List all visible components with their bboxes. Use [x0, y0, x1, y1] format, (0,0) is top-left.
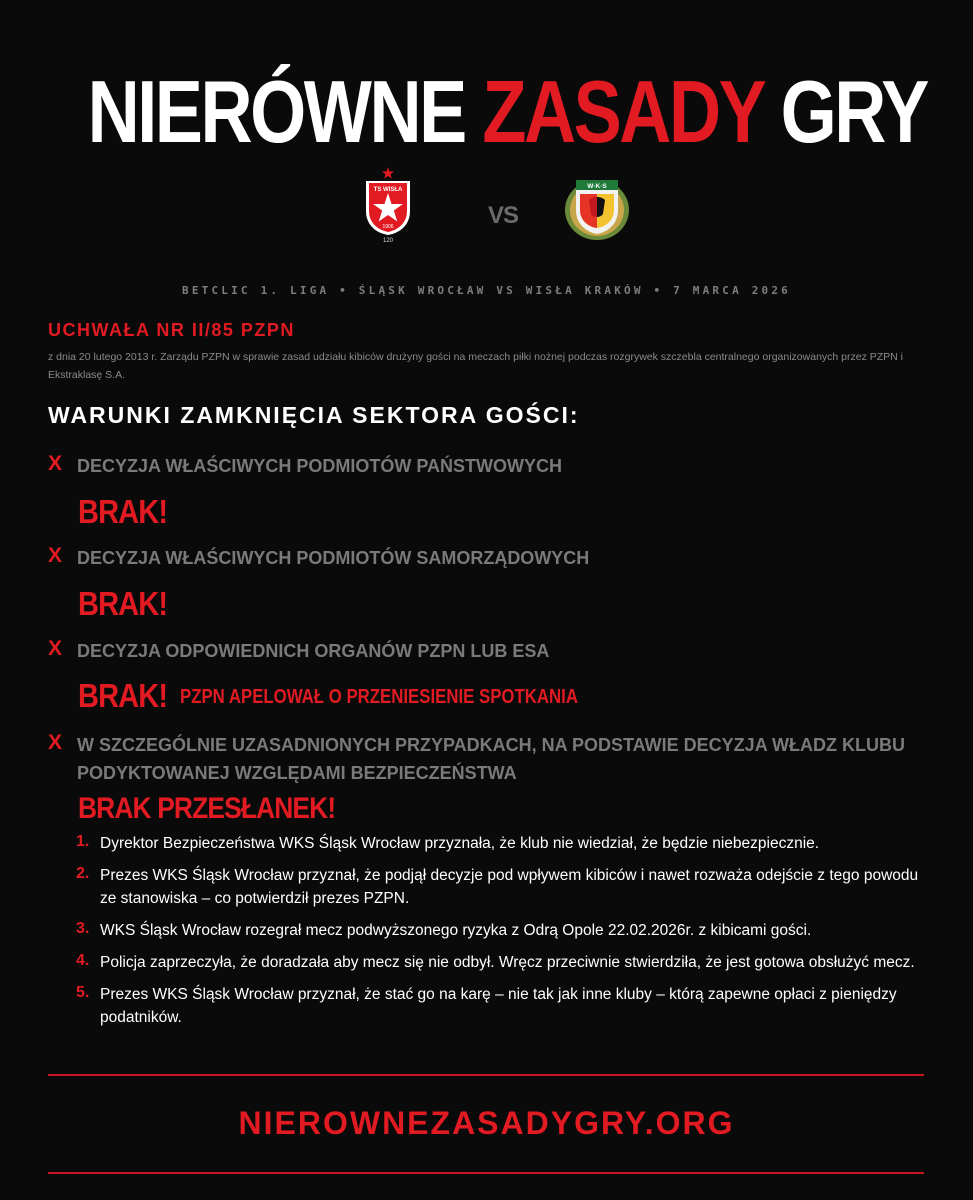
- list-number: 4.: [76, 952, 90, 969]
- x-mark-icon: X: [48, 544, 63, 567]
- condition-text: DECYZJA WŁAŚCIWYCH PODMIOTÓW SAMORZĄDOWYCH: [77, 548, 590, 568]
- title-word-3: GRY: [780, 62, 927, 161]
- list-number: 2.: [76, 865, 90, 882]
- condition-verdict: BRAK!: [78, 677, 168, 714]
- list-number: 3.: [76, 920, 90, 937]
- page-title: [87, 62, 927, 162]
- list-number: 1.: [76, 833, 90, 850]
- wisla-crest-text: TS WISŁA: [373, 187, 403, 193]
- conditions-heading: WARUNKI ZAMKNIĘCIA SEKTORA GOŚCI:: [48, 402, 580, 428]
- versus-label: VS: [488, 202, 519, 229]
- title-word-2: ZASADY: [482, 62, 763, 161]
- match-info: BETCLIC 1. LIGA • ŚLĄSK WROCŁAW VS WISŁA KRAKÓW • 7 MARCA 2026: [182, 284, 791, 297]
- resolution-description: z dnia 20 lutego 2013 r. Zarządu PZPN w sprawie zasad udziału kibiców drużyny gości na meczach piłki nożnej podczas rozgrywek szczebla centralnego organizowanych przez PZPN i Ekstraklasę S.A.: [48, 351, 904, 381]
- divider-top: [48, 1074, 924, 1076]
- club-crests: [0, 165, 973, 245]
- condition-text: DECYZJA WŁAŚCIWYCH PODMIOTÓW PAŃSTWOWYCH: [77, 456, 562, 476]
- resolution-title: UCHWAŁA NR II/85 PZPN: [48, 320, 295, 340]
- website-link[interactable]: NIEROWNEZASADYGRY.ORG: [238, 1105, 735, 1141]
- list-text: Dyrektor Bezpieczeństwa WKS Śląsk Wrocław przyznała, że klub nie wiedział, że będzie niebezpiecznie.: [100, 835, 820, 852]
- slask-crest-text: W·K·S: [587, 183, 607, 190]
- list-text: Prezes WKS Śląsk Wrocław przyznał, że podjął decyzje pod wpływem kibiców i nawet rozważa odejście z tego powodu ze stanowiska – co potwierdził prezes PZPN.: [100, 867, 919, 907]
- list-text: WKS Śląsk Wrocław rozegrał mecz podwyższonego ryzyka z Odrą Opole 22.02.2026r. z kibicami gości.: [100, 922, 812, 939]
- x-mark-icon: X: [48, 637, 63, 660]
- list-item: [76, 864, 926, 910]
- x-mark-icon: X: [48, 731, 63, 754]
- wisla-crest-year: 1906: [382, 224, 394, 230]
- condition-verdict: BRAK!: [78, 585, 168, 622]
- list-item: [76, 832, 926, 855]
- title-word-1: NIERÓWNE: [87, 62, 465, 161]
- slask-crest-icon: [562, 170, 632, 242]
- wisla-crest-icon: [362, 165, 414, 245]
- condition-note: PZPN APELOWAŁ O PRZENIESIENIE SPOTKANIA: [180, 686, 578, 708]
- list-text: Prezes WKS Śląsk Wrocław przyznał, że stać go na karę – nie tak jak inne kluby – którą zapewne opłaci z pieniędzy podatników.: [100, 986, 897, 1026]
- x-mark-icon: X: [48, 452, 63, 475]
- list-text: Policja zaprzeczyła, że doradzała aby mecz się nie odbył. Wręcz przeciwnie stwierdziła, że jest gotowa obsłużyć mecz.: [100, 954, 915, 971]
- divider-bottom: [48, 1172, 924, 1174]
- list-item: [76, 983, 926, 1029]
- condition-verdict: BRAK PRZESŁANEK!: [78, 792, 336, 825]
- condition-verdict: BRAK!: [78, 493, 168, 530]
- reasons-list: [76, 832, 926, 1038]
- list-item: [76, 951, 926, 974]
- wisla-crest-anniversary: 120: [382, 238, 394, 244]
- condition-text: DECYZJA ODPOWIEDNICH ORGANÓW PZPN LUB ESA: [77, 641, 550, 661]
- list-number: 5.: [76, 984, 90, 1001]
- list-item: [76, 919, 926, 942]
- condition-text: W SZCZEGÓLNIE UZASADNIONYCH PRZYPADKACH, NA PODSTAWIE DECYZJA WŁADZ KLUBU PODYKTOWANEJ WZGLĘDAMI BEZPIECZEŃSTWA: [77, 735, 905, 783]
